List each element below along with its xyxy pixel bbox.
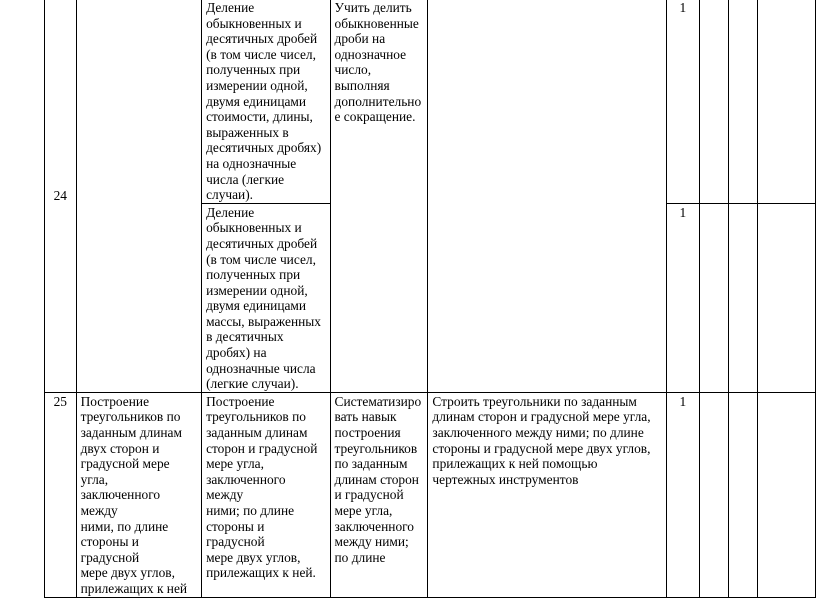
- lesson-cell-24a: [202, 0, 330, 203]
- activity-cell-25: [428, 392, 666, 597]
- row-number-text: 24: [53, 188, 67, 204]
- curriculum-table: [44, 0, 816, 598]
- goal-text-24: Учить делить обыкновенные дроби на однозначное число, выполняя дополнительно е сокращение.: [334, 0, 422, 125]
- empty-cell: [699, 392, 728, 597]
- empty-cell: [758, 0, 816, 203]
- empty-cell: [729, 0, 758, 203]
- goal-cell-24: [330, 0, 428, 392]
- table-row-25: [45, 392, 816, 597]
- hours-text-24b: 1: [679, 204, 687, 220]
- hours-cell-24b: [666, 203, 699, 392]
- empty-cell: [699, 0, 728, 203]
- lesson-cell-25: [202, 392, 330, 597]
- empty-cell: [758, 392, 816, 597]
- lesson-text-24a: Деление обыкновенных и десятичных дробей (в том числе чисел, полученных при измерении одной, двумя единицами стоимости, длины, выраженных в десятичных дробях) на однозначные числа (легкие случаи).: [206, 0, 322, 203]
- topic-cell-25: [76, 392, 201, 597]
- activity-cell-24: [428, 0, 666, 392]
- empty-cell: [758, 203, 816, 392]
- row-number-text: 25: [53, 393, 67, 409]
- lesson-text-25: Построение треугольников по заданным длинам сторон и градусной мере угла, заключенного между ними; по длине стороны и градусной мере двух углов, прилежащих к ней.: [206, 393, 318, 581]
- row-number-24: [45, 0, 77, 392]
- table-row-24a: [45, 0, 816, 203]
- topic-cell-24: [76, 0, 201, 392]
- hours-text-25: 1: [679, 393, 687, 409]
- topic-text-25: Построение треугольников по заданным длинам двух сторон и градусной мере угла, заключенного между ними, по длине стороны и градусной мере двух углов, прилежащих к ней: [80, 393, 188, 596]
- hours-text-24a: 1: [679, 0, 687, 15]
- goal-text-25: Систематизиро вать навык построения треугольников по заданным длинам сторон и градусной мере угла, заключенного между ними; по длине: [334, 393, 422, 565]
- hours-cell-25: [666, 392, 699, 597]
- empty-cell: [729, 392, 758, 597]
- goal-cell-25: [330, 392, 428, 597]
- activity-text-25: Строить треугольники по заданным длинам сторон и градусной мере угла, заключенного между ними; по длине стороны и градусной мере двух углов, прилежащих к ней помощью чертежных инструментов: [432, 393, 651, 487]
- row-number-25: [45, 392, 77, 597]
- empty-cell: [699, 203, 728, 392]
- hours-cell-24a: [666, 0, 699, 203]
- lesson-text-24b: Деление обыкновенных и десятичных дробей (в том числе чисел, полученных при измерении одной, двумя единицами массы, выраженных в десятичных дробях) на однозначные числа (легкие случаи).: [206, 204, 321, 392]
- empty-cell: [729, 203, 758, 392]
- lesson-cell-24b: [202, 203, 330, 392]
